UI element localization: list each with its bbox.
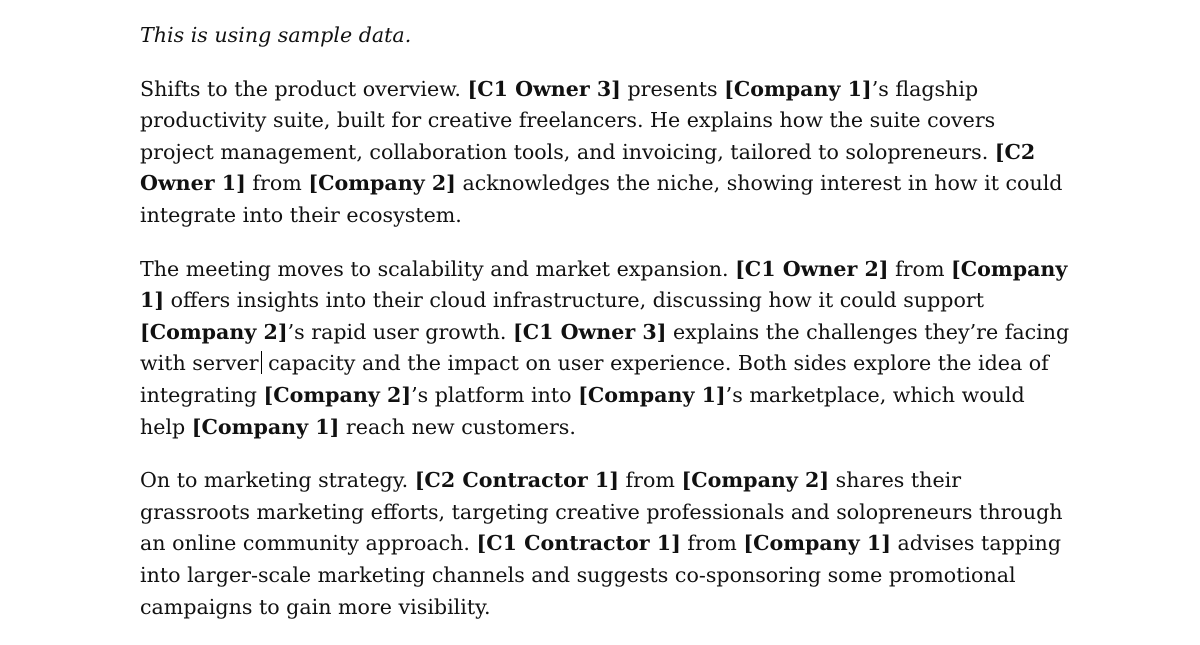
text-run: shares their grassroots marketing efforts, targeting creative professionals and solopreneurs through an online community approach. bbox=[140, 468, 1063, 556]
participant-placeholder: [C2 Owner 1] bbox=[140, 139, 1036, 196]
participant-placeholder: [Company 2] bbox=[263, 382, 412, 407]
body-paragraph bbox=[140, 74, 1075, 232]
text-run: The meeting moves to scalability and market expansion. bbox=[140, 256, 736, 281]
text-run: from bbox=[245, 171, 309, 196]
text-run: ’s rapid user growth. bbox=[287, 319, 513, 344]
body-paragraph bbox=[140, 254, 1075, 444]
participant-placeholder: [Company 2] bbox=[308, 171, 456, 196]
participant-placeholder: [Company 1] bbox=[191, 414, 340, 439]
text-run: acknowledges the niche, showing interest in how it could integrate into their ecosystem. bbox=[140, 171, 1063, 227]
participant-placeholder: [Company 1] bbox=[140, 256, 1068, 313]
participant-placeholder: [C1 Owner 3] bbox=[467, 76, 621, 101]
text-run: reach new customers. bbox=[339, 414, 576, 439]
text-run: ’s platform into bbox=[411, 382, 579, 407]
text-run: ’s marketplace, which would help bbox=[140, 382, 1025, 439]
text-run: advises tapping into larger-scale marketing channels and suggests co-sponsoring some promotional campaigns to gain more visibility. bbox=[140, 531, 1062, 619]
text-run: explains the challenges they’re facing with server bbox=[140, 319, 1070, 376]
text-run: ’s flagship productivity suite, built for creative freelancers. He explains how the suite covers project management, collaboration tools, and invoicing, tailored to solopreneurs. bbox=[140, 76, 996, 164]
text-run: from bbox=[888, 256, 952, 281]
participant-placeholder: [Company 1] bbox=[743, 531, 891, 556]
text-run: capacity and the impact on user experience. Both sides explore the idea of integrating bbox=[140, 351, 1049, 407]
text-run: from bbox=[619, 468, 682, 493]
participant-placeholder: [C2 Contractor 1] bbox=[414, 468, 620, 493]
participant-placeholder: [C1 Owner 3] bbox=[512, 319, 667, 344]
participant-placeholder: [Company 1] bbox=[578, 382, 726, 407]
paragraph-list bbox=[140, 74, 1075, 624]
text-run: On to marketing strategy. bbox=[140, 468, 415, 493]
body-paragraph bbox=[140, 465, 1075, 623]
participant-placeholder: [Company 2] bbox=[140, 319, 288, 344]
text-run: presents bbox=[620, 76, 725, 101]
document-body[interactable] bbox=[140, 20, 1075, 645]
text-run: offers insights into their cloud infrastructure, discussing how it could support bbox=[164, 288, 984, 313]
participant-placeholder: [Company 1] bbox=[724, 76, 872, 101]
text-run: from bbox=[680, 531, 744, 556]
participant-placeholder: [C1 Owner 2] bbox=[735, 256, 889, 281]
sample-data-note: This is using sample data. bbox=[140, 23, 412, 47]
participant-placeholder: [Company 2] bbox=[681, 468, 830, 493]
participant-placeholder: [C1 Contractor 1] bbox=[476, 531, 681, 556]
text-run: Shifts to the product overview. bbox=[140, 76, 468, 101]
